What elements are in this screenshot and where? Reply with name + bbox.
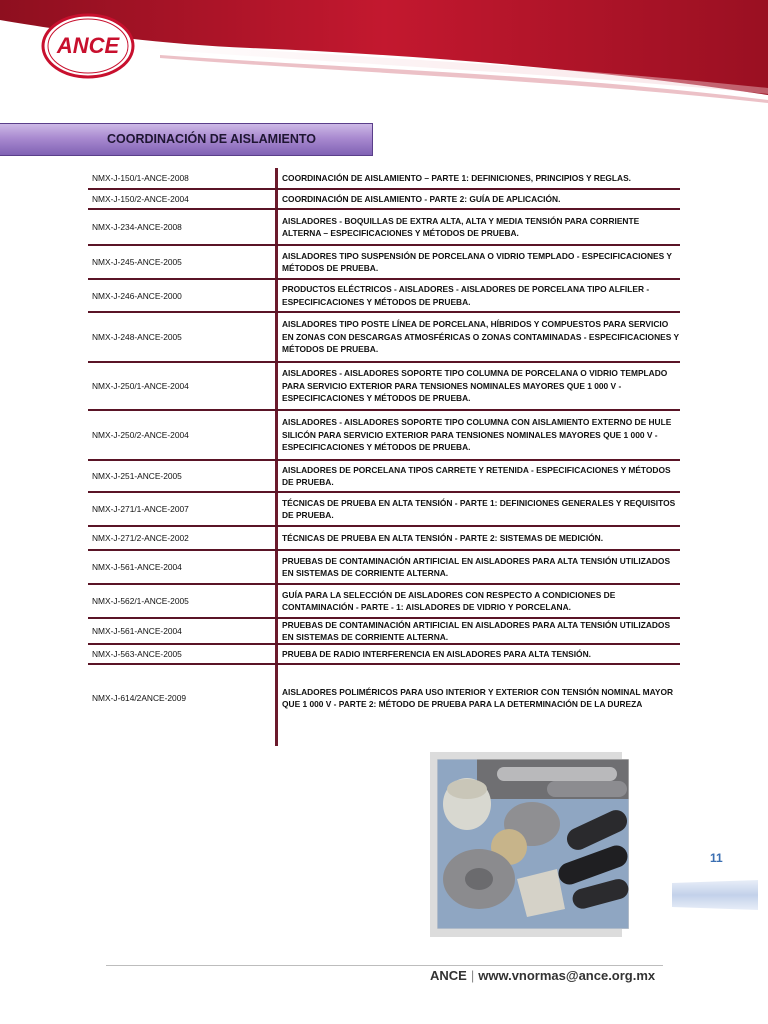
standard-code: NMX-J-561-ANCE-2004 (92, 626, 182, 636)
standard-code: NMX-J-563-ANCE-2005 (92, 649, 182, 659)
table-row (88, 168, 680, 190)
standard-description: TÉCNICAS DE PRUEBA EN ALTA TENSIÓN - PARTE 2: SISTEMAS DE MEDICIÓN. (282, 532, 604, 543)
table-row (88, 665, 680, 731)
footer-brand: ANCE (430, 968, 467, 983)
standard-description: AISLADORES DE PORCELANA TIPOS CARRETE Y RETENIDA - ESPECIFICACIONES Y MÉTODOS DE PRUEBA. (282, 464, 671, 487)
ance-logo (38, 10, 138, 80)
standard-description: AISLADORES - AISLADORES SOPORTE TIPO COLUMNA DE PORCELANA O VIDRIO TEMPLADO PARA SERVICIO EXTERIOR PARA TENSIONES NOMINALES MAYORES QUE 1 000 V - ESPECIFICACIONES Y MÉTODOS DE PRUEBA. (282, 368, 668, 404)
standard-description: TÉCNICAS DE PRUEBA EN ALTA TENSIÓN - PARTE 1: DEFINICIONES GENERALES Y REQUISITOS DE PRUEBA. (282, 497, 676, 520)
standard-code: NMX-J-150/1-ANCE-2008 (92, 173, 189, 183)
table-row (88, 363, 680, 411)
table-row (88, 190, 680, 210)
standard-code: NMX-J-251-ANCE-2005 (92, 471, 182, 481)
standard-code: NMX-J-246-ANCE-2000 (92, 290, 182, 301)
footer-separator: | (470, 968, 475, 983)
standard-description: AISLADORES TIPO SUSPENSIÓN DE PORCELANA O VIDRIO TEMPLADO - ESPECIFICACIONES Y MÉTODOS DE PRUEBA. (282, 250, 672, 273)
table-row (88, 411, 680, 461)
standard-code: NMX-J-245-ANCE-2005 (92, 257, 182, 267)
section-header-bar (0, 123, 373, 156)
table-row (88, 280, 680, 313)
standard-description: AISLADORES - BOQUILLAS DE EXTRA ALTA, ALTA Y MEDIA TENSIÓN PARA CORRIENTE ALTERNA – ESPECIFICACIONES Y MÉTODOS DE PRUEBA. (282, 215, 640, 238)
standard-code: NMX-J-234-ANCE-2008 (92, 222, 182, 232)
standard-description: COORDINACIÓN DE AISLAMIENTO - PARTE 2: GUÍA DE APLICACIÓN. (282, 193, 561, 204)
standard-description: PRUEBA DE RADIO INTERFERENCIA EN AISLADORES PARA ALTA TENSIÓN. (282, 648, 591, 659)
standards-table (88, 168, 680, 731)
page-tab-decoration (672, 880, 758, 910)
standard-code: NMX-J-614/2ANCE-2009 (92, 693, 187, 703)
table-row (88, 619, 680, 645)
table-row (88, 645, 680, 665)
table-row (88, 551, 680, 585)
standard-code: NMX-J-271/2-ANCE-2002 (92, 533, 189, 543)
table-row (88, 210, 680, 246)
standard-code: NMX-J-561-ANCE-2004 (92, 562, 182, 572)
standard-description: AISLADORES TIPO POSTE LÍNEA DE PORCELANA, HÍBRIDOS Y COMPUESTOS PARA SERVICIO EN ZONAS CON DESCARGAS ATMOSFÉRICAS O ZONAS CONTAMINADAS - ESPECIFICACIONES Y MÉTODOS DE PRUEBA. (282, 319, 679, 355)
standard-code: NMX-J-248-ANCE-2005 (92, 332, 182, 342)
table-row (88, 493, 680, 527)
footer (430, 968, 655, 983)
table-row (88, 527, 680, 551)
table-row (88, 585, 680, 619)
standard-description: PRODUCTOS ELÉCTRICOS - AISLADORES - AISLADORES DE PORCELANA TIPO ALFILER - ESPECIFICACIONES Y MÉTODOS DE PRUEBA. (282, 284, 650, 307)
table-row (88, 246, 680, 280)
table-row (88, 461, 680, 493)
table-row (88, 313, 680, 363)
standard-description: AISLADORES POLIMÉRICOS PARA USO INTERIOR Y EXTERIOR CON TENSIÓN NOMINAL MAYOR QUE 1 000 V - PARTE 2: MÉTODO DE PRUEBA PARA LA DETERMINACIÓN DE LA DUREZA (282, 686, 674, 709)
standard-code: NMX-J-562/1-ANCE-2005 (92, 596, 189, 606)
standard-code: NMX-J-250/2-ANCE-2004 (92, 430, 189, 440)
footer-divider (106, 965, 663, 966)
standard-code: NMX-J-250/1-ANCE-2004 (92, 381, 189, 391)
standard-code: NMX-J-150/2-ANCE-2004 (92, 194, 189, 204)
footer-url[interactable]: www.vnormas@ance.org.mx (478, 968, 656, 983)
page-number: 11 (710, 851, 723, 865)
standard-description: GUÍA PARA LA SELECCIÓN DE AISLADORES CON RESPECTO A CONDICIONES DE CONTAMINACIÓN - PARTE - 1: AISLADORES DE VIDRIO Y PORCELANA. (282, 589, 616, 612)
standard-description: PRUEBAS DE CONTAMINACIÓN ARTIFICIAL EN AISLADORES PARA ALTA TENSIÓN UTILIZADOS EN SISTEMAS DE CORRIENTE ALTERNA. (282, 619, 671, 642)
logo-text: ANCE (56, 33, 120, 58)
section-title: COORDINACIÓN DE AISLAMIENTO (107, 132, 317, 146)
standard-code: NMX-J-271/1-ANCE-2007 (92, 504, 189, 514)
standard-description: AISLADORES - AISLADORES SOPORTE TIPO COLUMNA CON AISLAMIENTO EXTERNO DE HULE SILICÓN PARA SERVICIO EXTERIOR PARA TENSIONES NOMINALES MAYORES QUE 1 000 V - ESPECIFICACIONES Y MÉTODOS DE PRUEBA. (282, 417, 672, 453)
standard-description: COORDINACIÓN DE AISLAMIENTO – PARTE 1: DEFINICIONES, PRINCIPIOS Y REGLAS. (282, 172, 631, 183)
standard-description: PRUEBAS DE CONTAMINACIÓN ARTIFICIAL EN AISLADORES PARA ALTA TENSIÓN UTILIZADOS EN SISTEMAS DE CORRIENTE ALTERNA. (282, 555, 671, 578)
insulation-products-photo (437, 759, 629, 929)
